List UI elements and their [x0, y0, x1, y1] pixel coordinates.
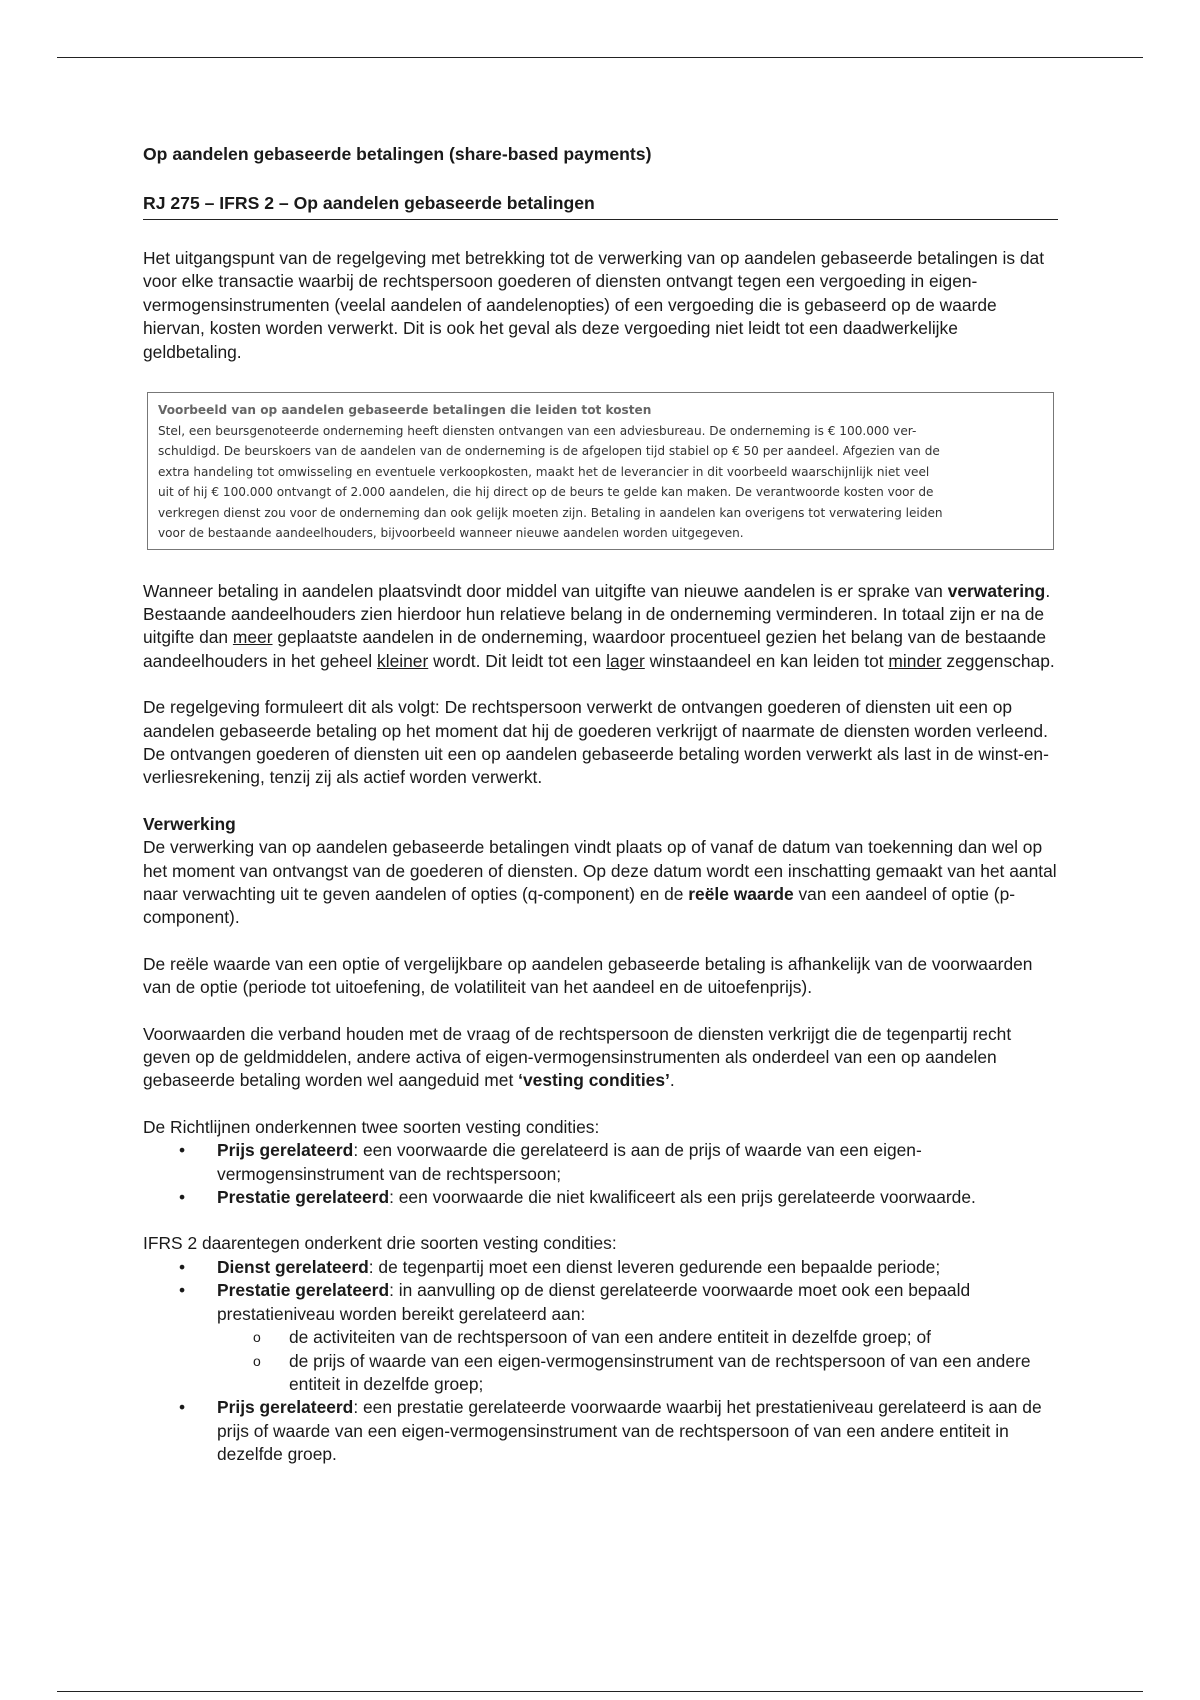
example-line: extra handeling tot omwisseling en eventuele verkoopkosten, maakt het de leverancier in dit voorbeeld waarschijnlijk niet veel [158, 464, 930, 479]
vesting-paragraph [143, 1023, 1058, 1093]
text-run: Wanneer betaling in aandelen plaatsvindt door middel van uitgifte van nieuwe aandelen is er sprake van [143, 580, 948, 601]
example-box [147, 392, 1054, 550]
list-term: Prijs gerelateerd [217, 1397, 354, 1418]
list-term: Prestatie gerelateerd [217, 1187, 390, 1208]
sublist-item [217, 1326, 1058, 1349]
text-run: geplaatste aandelen in de onderneming, waardoor procentueel gezien het belang van de bestaande aandeelhouders in het geheel [143, 627, 1047, 671]
bold-term: ‘vesting condities’ [518, 1070, 670, 1091]
underlined-term: lager [606, 650, 645, 671]
list-term: Prijs gerelateerd [217, 1140, 354, 1161]
list-item [143, 1396, 1058, 1466]
bullet-icon: • [179, 1397, 186, 1418]
text-run: wordt. Dit leidt tot een [428, 650, 607, 671]
circle-bullet-icon: o [253, 1329, 261, 1346]
text-run: . [669, 1070, 675, 1091]
list-item [143, 1186, 1058, 1209]
list-text: : een voorwaarde die gerelateerd is aan de prijs of waarde van een eigen-vermogensinstrument van de rechtspersoon; [217, 1140, 922, 1184]
text-run: winstaandeel en kan leiden tot [644, 650, 889, 671]
list-item [143, 1279, 1058, 1396]
bold-term: verwatering [947, 580, 1046, 601]
header-rule [57, 57, 1143, 58]
rj-vesting-list [143, 1139, 1058, 1209]
text-run: van een aandeel of optie (p-component). [143, 884, 1016, 928]
list-text: : de tegenpartij moet een dienst leveren gedurende een bepaalde periode; [368, 1256, 941, 1277]
underlined-term: minder [888, 650, 942, 671]
list-text: : een voorwaarde die niet kwalificeert als een prijs gerelateerde voorwaarde. [389, 1187, 976, 1208]
example-line: voor de bestaande aandeelhouders, bijvoorbeeld wanneer nieuwe aandelen worden uitgegeven. [158, 526, 744, 541]
document-body [143, 143, 1058, 1467]
list-term: Dienst gerelateerd [217, 1256, 369, 1277]
ifrs-list-intro: IFRS 2 daarentegen onderkent drie soorten vesting condities: [143, 1233, 617, 1254]
underlined-term: meer [232, 627, 273, 648]
example-title: Voorbeeld van op aandelen gebaseerde betalingen die leiden tot kosten [158, 403, 652, 418]
underlined-term: kleiner [377, 650, 429, 671]
list-item [143, 1139, 1058, 1186]
bullet-icon: • [179, 1187, 186, 1208]
list-text: : een prestatie gerelateerde voorwaarde waarbij het prestatieniveau gerelateerd is aan de prijs of waarde van een eigen-vermogensinstrument van de rechtspersoon of van een andere entiteit in dezelfde groep. [217, 1397, 1042, 1465]
ifrs-sublist [217, 1326, 1058, 1396]
fair-value-paragraph: De reële waarde van een optie of vergelijkbare op aandelen gebaseerde betaling is afhankelijk van de voorwaarden van de optie (periode tot uitoefening, de volatiliteit van het aandeel en de uitoefenprijs). [143, 953, 1033, 998]
text-run: De verwerking van op aandelen gebaseerde betalingen vindt plaats op of vanaf de datum van toekenning dan wel op het moment van ontvangst van de goederen of diensten. Op deze datum wordt een inschatting gemaakt van het aantal naar verwachting uit te geven aandelen of opties (q-component) en de [143, 837, 1057, 904]
bullet-icon: • [179, 1256, 186, 1277]
bold-term: reële waarde [688, 884, 794, 904]
sublist-text: de activiteiten van de rechtspersoon of van een andere entiteit in dezelfde groep; of [289, 1327, 931, 1348]
example-line: verkregen dienst zou voor de onderneming dan ook gelijk moeten zijn. Betaling in aandelen kan overigens tot verwatering leiden [158, 505, 943, 520]
document-title: Op aandelen gebaseerde betalingen (share-based payments) [143, 144, 652, 164]
bullet-icon: • [179, 1140, 186, 1161]
list-text: : in aanvulling op de dienst gerelateerde voorwaarde moet ook een bepaald prestatieniveau worden bereikt gerelateerd aan: [217, 1280, 971, 1324]
regulation-paragraph: De regelgeving formuleert dit als volgt: De rechtspersoon verwerkt de ontvangen goederen of diensten uit een op aandelen gebaseerde betaling op het moment dat hij de goederen verkrijgt of naarmate de diensten worden verleend. De ontvangen goederen of diensten uit een op aandelen gebaseerde betaling worden verwerkt als last in de winst-en-verliesrekening, tenzij zij als actief worden verwerkt. [143, 697, 1049, 788]
list-term: Prestatie gerelateerd [217, 1280, 390, 1301]
example-line: Stel, een beursgenoteerde onderneming heeft diensten ontvangen van een adviesbureau. De onderneming is € 100.000 ver- [158, 423, 917, 438]
bullet-icon: • [179, 1280, 186, 1301]
circle-bullet-icon: o [253, 1352, 261, 1369]
ifrs-vesting-list [143, 1256, 1058, 1467]
verwerking-heading: Verwerking [143, 813, 236, 834]
sublist-item [217, 1350, 1058, 1397]
section-heading: RJ 275 – IFRS 2 – Op aandelen gebaseerde betalingen [143, 192, 1058, 220]
footer-rule [57, 1691, 1143, 1692]
example-line: schuldigd. De beurskoers van de aandelen van de onderneming is de afgelopen tijd stabiel op € 50 per aandeel. Afgezien van de [158, 444, 940, 459]
text-run: Voorwaarden die verband houden met de vraag of de rechtspersoon de diensten verkrijgt die de tegenpartij recht geven op de geldmiddelen, andere activa of eigen-vermogensinstrumenten als onderdeel van een op aandelen gebaseerde betaling worden wel aangeduid met [143, 1023, 1012, 1091]
list-item [143, 1256, 1058, 1279]
text-run: zeggenschap. [941, 650, 1055, 671]
intro-paragraph: Het uitgangspunt van de regelgeving met betrekking tot de verwerking van op aandelen gebaseerde betalingen is dat voor elke transactie waarbij de rechtspersoon goederen of diensten ontvangt tegen een vergoeding in eigen-vermogensinstrumenten (veelal aandelen of aandelenopties) of een vergoeding die is gebaseerd op de waarde hiervan, kosten worden verwerkt. Dit is ook het geval als deze vergoeding niet leidt tot een daadwerkelijke geldbetaling. [143, 248, 1045, 362]
sublist-text: de prijs of waarde van een eigen-vermogensinstrument van de rechtspersoon of van een andere entiteit in dezelfde groep; [289, 1350, 1031, 1394]
rj-list-intro: De Richtlijnen onderkennen twee soorten vesting condities: [143, 1116, 600, 1137]
text-run: . Bestaande aandeelhouders zien hierdoor hun relatieve belang in de onderneming verminderen. In totaal zijn er na de uitgifte dan [143, 580, 1051, 648]
example-line: uit of hij € 100.000 ontvangt of 2.000 aandelen, die hij direct op de beurs te gelde kan maken. De verantwoorde kosten voor de [158, 485, 934, 500]
verwerking-paragraph [143, 836, 1058, 930]
dilution-paragraph [143, 580, 1058, 674]
